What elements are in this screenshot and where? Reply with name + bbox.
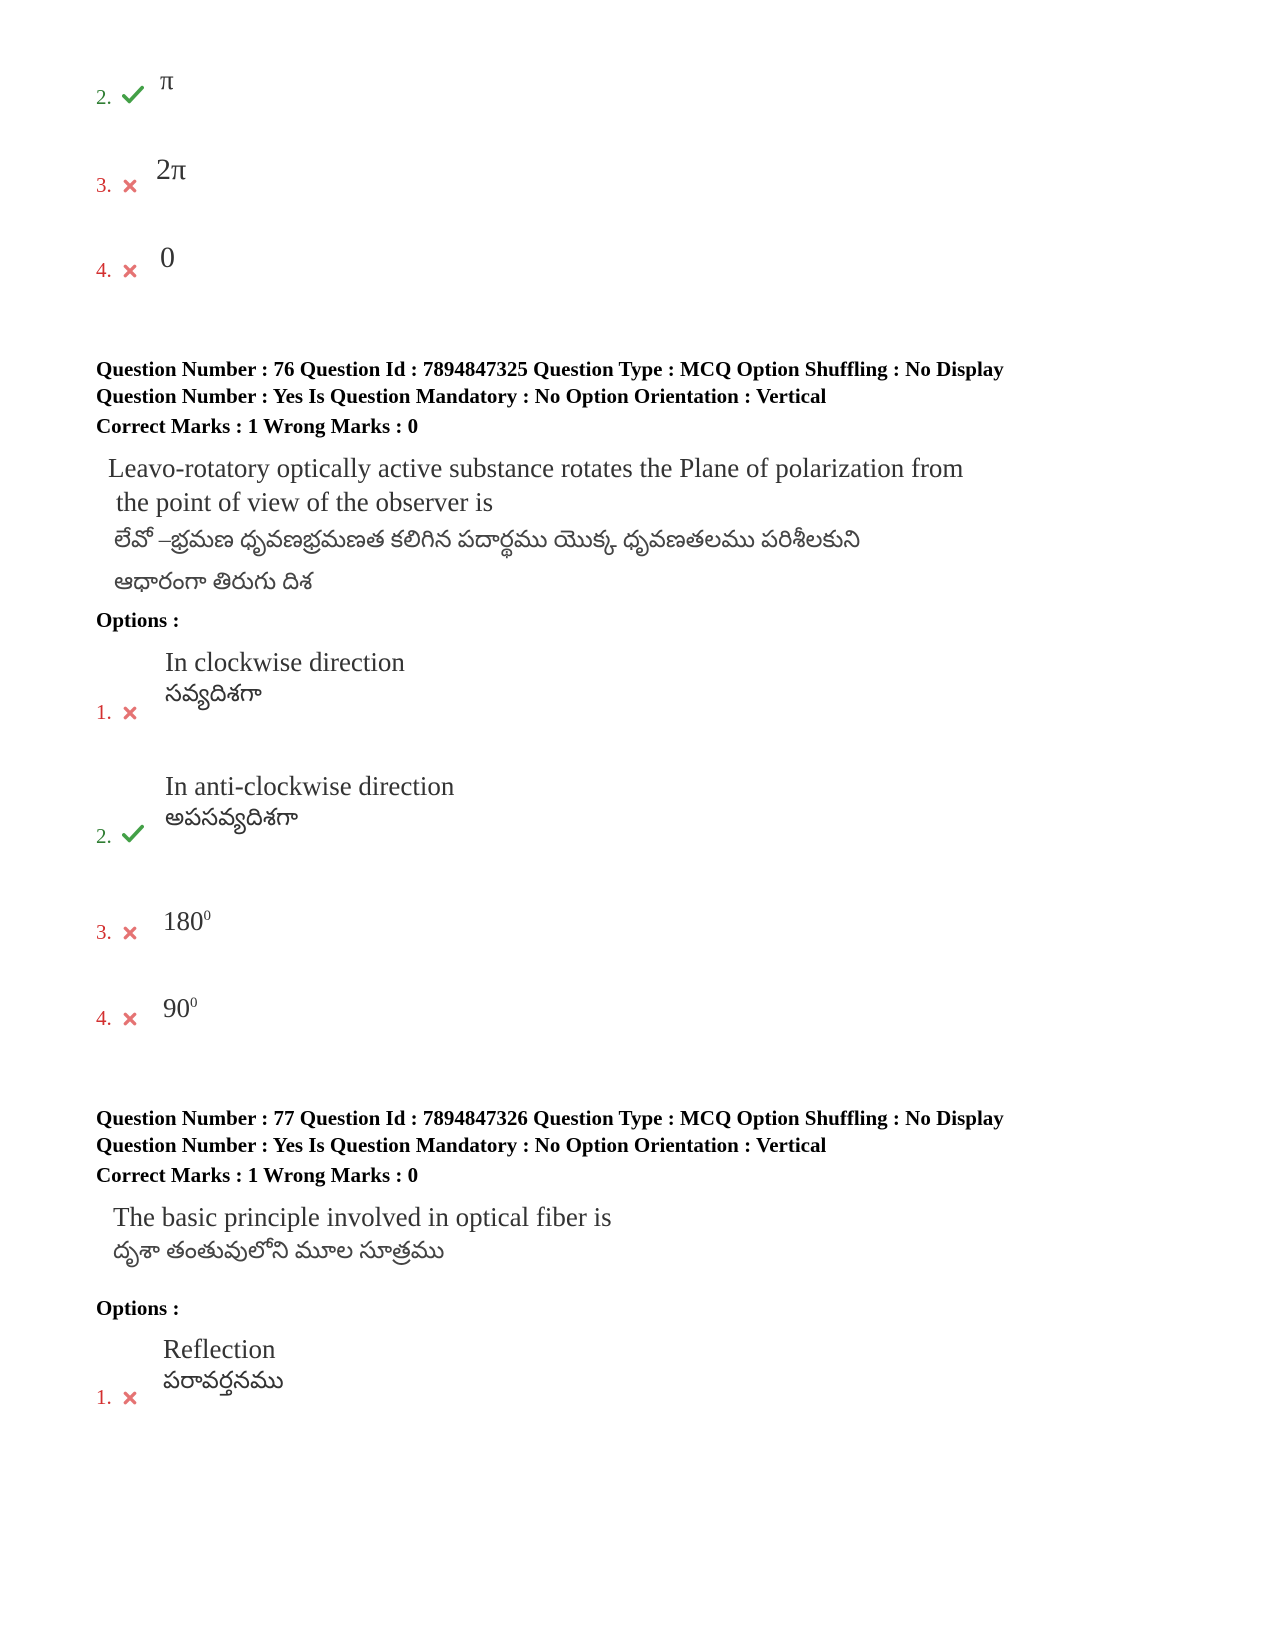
option-row (96, 920, 138, 945)
option-text: 2π (156, 153, 187, 186)
option-number: 2. (96, 824, 112, 848)
option-text-te: పరావర్తనము (163, 1368, 284, 1394)
question-text-en: The basic principle involved in optical fiber is (113, 1202, 612, 1232)
question-text-te: ఆధారంగా తిరుగు దిశ (114, 569, 313, 595)
question-text-te: లేవో –భ్రమణ ధృవణభ్రమణత కలిగిన పదార్థము యొక్క ధృవణతలము పరిశీలకుని (114, 527, 861, 553)
question-meta (96, 356, 1004, 410)
question-body (108, 451, 963, 603)
degree-superscript: 0 (203, 908, 211, 924)
check-icon (122, 823, 144, 845)
options-label: Options : (96, 1296, 180, 1320)
option-number: 3. (96, 173, 112, 197)
question-text-en: the point of view of the observer is (116, 487, 494, 517)
option-row (96, 258, 138, 283)
option-row (96, 700, 138, 725)
options-label: Options : (96, 608, 180, 632)
cross-icon (122, 263, 138, 279)
option-text-te: సవ్యదిశగా (165, 681, 262, 707)
question-meta-line1: Question Number : 77 Question Id : 7894847326 Question Type : MCQ Option Shuffling : No Display (96, 1106, 1004, 1130)
option-number: 1. (96, 700, 112, 724)
option-row (96, 84, 144, 110)
option-text: 0 (160, 241, 175, 274)
option-number: 4. (96, 1006, 112, 1030)
question-marks: Correct Marks : 1 Wrong Marks : 0 (96, 1163, 419, 1187)
option-row (96, 1006, 138, 1031)
option-text-te: అపసవ్యదిశగా (165, 805, 299, 831)
cross-icon (122, 1390, 138, 1406)
option-number: 4. (96, 258, 112, 282)
option-row (96, 173, 138, 198)
option-row (96, 1385, 138, 1410)
option-content (165, 768, 454, 837)
cross-icon (122, 705, 138, 721)
option-number: 3. (96, 920, 112, 944)
question-marks: Correct Marks : 1 Wrong Marks : 0 (96, 414, 419, 438)
question-meta-line2: Question Number : Yes Is Question Mandatory : No Option Orientation : Vertical (96, 384, 827, 408)
option-text (163, 985, 198, 1026)
option-number: 2. (96, 85, 112, 109)
cross-icon (122, 178, 138, 194)
check-icon (122, 84, 144, 106)
option-row (96, 823, 144, 849)
option-text (163, 898, 211, 939)
option-text: π (160, 65, 174, 95)
option-number: 1. (96, 1385, 112, 1409)
degree-superscript: 0 (190, 995, 198, 1011)
question-meta-line1: Question Number : 76 Question Id : 7894847325 Question Type : MCQ Option Shuffling : No Display (96, 357, 1004, 381)
question-meta-line2: Question Number : Yes Is Question Mandatory : No Option Orientation : Vertical (96, 1133, 827, 1157)
option-content (163, 1331, 284, 1400)
option-text: Reflection (163, 1334, 276, 1364)
question-body (113, 1200, 612, 1268)
option-value: 180 (163, 906, 204, 936)
question-meta (96, 1105, 1004, 1159)
cross-icon (122, 925, 138, 941)
option-text: In anti-clockwise direction (165, 771, 455, 801)
option-value: 90 (163, 993, 190, 1023)
cross-icon (122, 1011, 138, 1027)
question-text-en: Leavo-rotatory optically active substance rotates the Plane of polarization from (108, 453, 964, 483)
option-text: In clockwise direction (165, 647, 405, 677)
question-text-te: దృశా తంతువులోని మూల సూత్రము (113, 1238, 445, 1264)
option-content (165, 644, 405, 713)
